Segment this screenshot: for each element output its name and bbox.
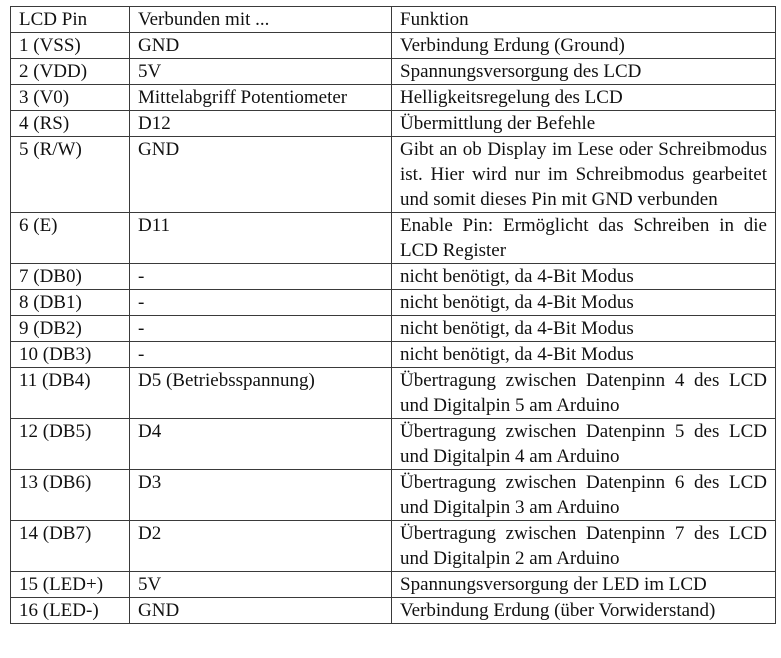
- cell-lcd-pin: 4 (RS): [11, 111, 130, 137]
- cell-function: Spannungsversorgung des LCD: [392, 59, 776, 85]
- cell-connected-to: 5V: [130, 572, 392, 598]
- table-row: [11, 368, 776, 419]
- table-row: [11, 85, 776, 111]
- table-row: [11, 111, 776, 137]
- table-row: [11, 419, 776, 470]
- table-row: [11, 598, 776, 624]
- cell-lcd-pin: 6 (E): [11, 213, 130, 264]
- cell-connected-to: -: [130, 264, 392, 290]
- table-row: [11, 213, 776, 264]
- table-row: [11, 572, 776, 598]
- table-body: [11, 33, 776, 624]
- cell-lcd-pin: 12 (DB5): [11, 419, 130, 470]
- cell-lcd-pin: 8 (DB1): [11, 290, 130, 316]
- cell-function: Verbindung Erdung (Ground): [392, 33, 776, 59]
- cell-connected-to: -: [130, 316, 392, 342]
- cell-function: nicht benötigt, da 4-Bit Modus: [392, 316, 776, 342]
- cell-lcd-pin: 14 (DB7): [11, 521, 130, 572]
- cell-connected-to: D2: [130, 521, 392, 572]
- cell-connected-to: -: [130, 342, 392, 368]
- cell-function: nicht benötigt, da 4-Bit Modus: [392, 290, 776, 316]
- header-connected-to: Verbunden mit ...: [130, 7, 392, 33]
- cell-lcd-pin: 7 (DB0): [11, 264, 130, 290]
- table-row: [11, 316, 776, 342]
- cell-lcd-pin: 16 (LED-): [11, 598, 130, 624]
- cell-connected-to: D4: [130, 419, 392, 470]
- cell-connected-to: GND: [130, 598, 392, 624]
- cell-connected-to: D11: [130, 213, 392, 264]
- cell-function: Enable Pin: Ermöglicht das Schreiben in die LCD Register: [392, 213, 776, 264]
- cell-function: Übertragung zwischen Datenpinn 5 des LCD und Digitalpin 4 am Arduino: [392, 419, 776, 470]
- table-row: [11, 137, 776, 213]
- cell-function: Gibt an ob Display im Lese oder Schreibmodus ist. Hier wird nur im Schreibmodus gearbeitet und somit dieses Pin mit GND verbunden: [392, 137, 776, 213]
- cell-connected-to: D3: [130, 470, 392, 521]
- table-row: [11, 470, 776, 521]
- cell-function: Helligkeitsregelung des LCD: [392, 85, 776, 111]
- cell-connected-to: 5V: [130, 59, 392, 85]
- cell-function: Verbindung Erdung (über Vorwiderstand): [392, 598, 776, 624]
- cell-connected-to: D12: [130, 111, 392, 137]
- cell-lcd-pin: 1 (VSS): [11, 33, 130, 59]
- cell-connected-to: Mittelabgriff Potentiometer: [130, 85, 392, 111]
- cell-lcd-pin: 2 (VDD): [11, 59, 130, 85]
- cell-connected-to: D5 (Betriebsspannung): [130, 368, 392, 419]
- cell-lcd-pin: 15 (LED+): [11, 572, 130, 598]
- header-function: Funktion: [392, 7, 776, 33]
- table-row: [11, 342, 776, 368]
- table-header-row: [11, 7, 776, 33]
- cell-function: Übertragung zwischen Datenpinn 4 des LCD und Digitalpin 5 am Arduino: [392, 368, 776, 419]
- header-lcd-pin: LCD Pin: [11, 7, 130, 33]
- lcd-pin-table: [10, 6, 776, 624]
- cell-function: nicht benötigt, da 4-Bit Modus: [392, 342, 776, 368]
- table-row: [11, 290, 776, 316]
- cell-lcd-pin: 9 (DB2): [11, 316, 130, 342]
- cell-function: nicht benötigt, da 4-Bit Modus: [392, 264, 776, 290]
- table-row: [11, 59, 776, 85]
- cell-connected-to: -: [130, 290, 392, 316]
- cell-connected-to: GND: [130, 33, 392, 59]
- cell-function: Übertragung zwischen Datenpinn 6 des LCD und Digitalpin 3 am Arduino: [392, 470, 776, 521]
- cell-function: Übertragung zwischen Datenpinn 7 des LCD und Digitalpin 2 am Arduino: [392, 521, 776, 572]
- table-row: [11, 264, 776, 290]
- cell-function: Spannungsversorgung der LED im LCD: [392, 572, 776, 598]
- cell-lcd-pin: 10 (DB3): [11, 342, 130, 368]
- cell-connected-to: GND: [130, 137, 392, 213]
- table-row: [11, 521, 776, 572]
- cell-function: Übermittlung der Befehle: [392, 111, 776, 137]
- table-row: [11, 33, 776, 59]
- cell-lcd-pin: 11 (DB4): [11, 368, 130, 419]
- cell-lcd-pin: 13 (DB6): [11, 470, 130, 521]
- cell-lcd-pin: 5 (R/W): [11, 137, 130, 213]
- cell-lcd-pin: 3 (V0): [11, 85, 130, 111]
